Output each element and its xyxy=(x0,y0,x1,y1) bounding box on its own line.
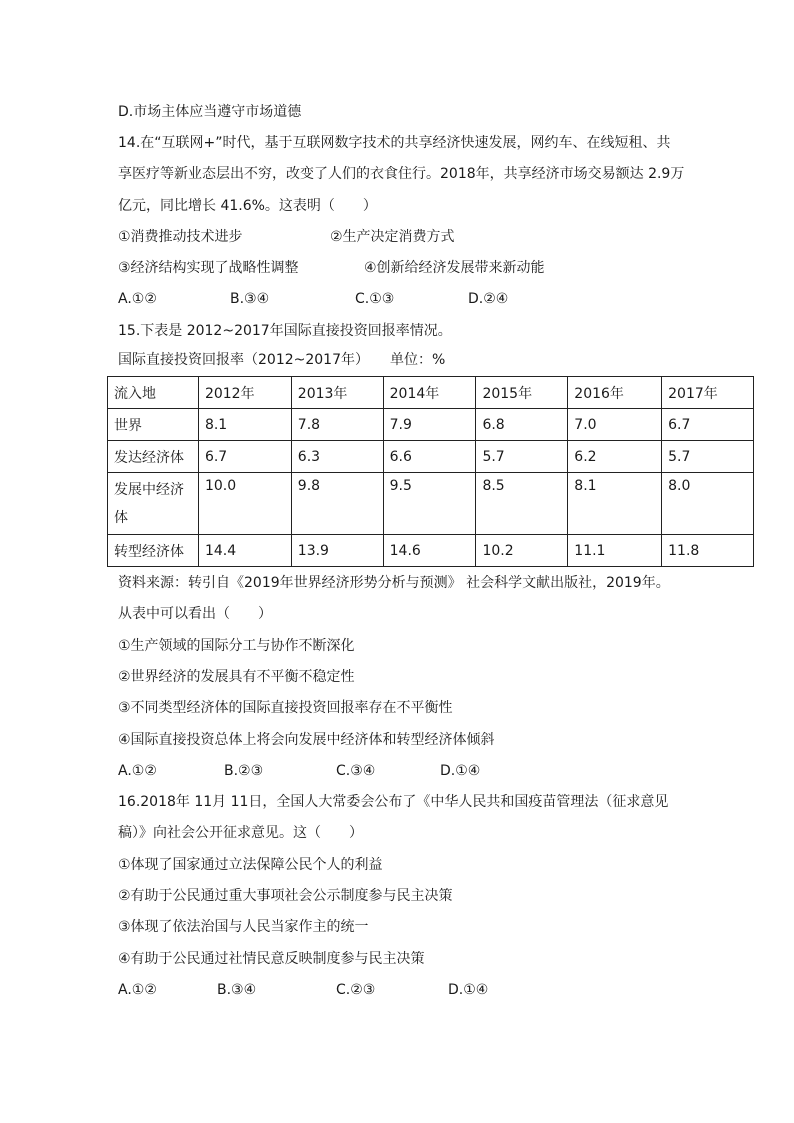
table-cell: 10.0 xyxy=(198,473,291,535)
q16-option-a: A.①② xyxy=(118,982,157,998)
table-header-cell: 流入地 xyxy=(108,377,199,409)
q14-stem-line-3: 亿元，同比增长 41.6%。这表明（ ） xyxy=(118,198,377,214)
q16-statement-4: ④有助于公民通过社情民意反映制度参与民主决策 xyxy=(118,951,425,967)
q14-statement-3: ③经济结构实现了战略性调整 xyxy=(118,260,299,276)
table-cell: 13.9 xyxy=(291,535,383,567)
q15-question: 从表中可以看出（ ） xyxy=(118,606,272,622)
table-row xyxy=(108,473,754,535)
table-cell: 8.5 xyxy=(476,473,568,535)
q13-option-d: D.市场主体应当遵守市场道德 xyxy=(118,104,302,120)
table-cell: 5.7 xyxy=(662,441,754,473)
q16-stem-line-1: 16.2018年 11月 11日，全国人大常委会公布了《中华人民共和国疫苗管理法（征求意见 xyxy=(118,794,669,810)
table-header-cell: 2015年 xyxy=(476,377,568,409)
q15-source-note: 资料来源：转引自《2019年世界经济形势分析与预测》 社会科学文献出版社，2019年。 xyxy=(118,575,670,591)
q15-stem: 15.下表是 2012~2017年国际直接投资回报率情况。 xyxy=(118,323,452,339)
q15-option-b: B.②③ xyxy=(224,763,264,779)
q14-option-d: D.②④ xyxy=(468,291,509,307)
table-row xyxy=(108,409,754,441)
table-header-cell: 2012年 xyxy=(198,377,291,409)
q14-stem-line-2: 享医疗等新业态层出不穷，改变了人们的衣食住行。2018年，共享经济市场交易额达 2.9万 xyxy=(118,166,685,182)
q15-statement-3: ③不同类型经济体的国际直接投资回报率存在不平衡性 xyxy=(118,700,453,716)
table-header-cell: 2014年 xyxy=(383,377,476,409)
q14-option-c: C.①③ xyxy=(355,291,395,307)
q14-stem-line-1: 14.在“互联网+”时代，基于互联网数字技术的共享经济快速发展，网约车、在线短租、共 xyxy=(118,135,671,151)
table-header-cell: 2017年 xyxy=(662,377,754,409)
table-cell: 14.4 xyxy=(198,535,291,567)
table-cell: 7.9 xyxy=(383,409,476,441)
table-row xyxy=(108,535,754,567)
q15-table-caption: 国际直接投资回报率（2012~2017年） 单位：% xyxy=(118,352,446,368)
q14-option-b: B.③④ xyxy=(230,291,270,307)
q15-statement-1: ①生产领域的国际分工与协作不断深化 xyxy=(118,638,355,654)
table-cell: 10.2 xyxy=(476,535,568,567)
table-cell: 8.1 xyxy=(198,409,291,441)
q16-option-b: B.③④ xyxy=(217,982,257,998)
q15-option-d: D.①④ xyxy=(440,763,481,779)
table-cell: 14.6 xyxy=(383,535,476,567)
table-cell: 6.7 xyxy=(198,441,291,473)
table-cell: 9.8 xyxy=(291,473,383,535)
q16-statement-3: ③体现了依法治国与人民当家作主的统一 xyxy=(118,919,369,935)
q15-statement-2: ②世界经济的发展具有不平衡不稳定性 xyxy=(118,669,355,685)
q14-statement-2: ②生产决定消费方式 xyxy=(330,229,455,245)
table-cell: 世界 xyxy=(108,409,199,441)
table-cell: 8.0 xyxy=(662,473,754,535)
table-cell: 5.7 xyxy=(476,441,568,473)
q15-option-c: C.③④ xyxy=(336,763,376,779)
table-cell: 8.1 xyxy=(568,473,662,535)
table-header-cell: 2016年 xyxy=(568,377,662,409)
table-row xyxy=(108,441,754,473)
q16-option-c: C.②③ xyxy=(336,982,376,998)
q15-option-a: A.①② xyxy=(118,763,157,779)
q14-statement-1: ①消费推动技术进步 xyxy=(118,229,243,245)
table-header-cell: 2013年 xyxy=(291,377,383,409)
table-cell: 转型经济体 xyxy=(108,535,199,567)
table-cell: 7.0 xyxy=(568,409,662,441)
table-cell: 7.8 xyxy=(291,409,383,441)
q16-option-d: D.①④ xyxy=(448,982,489,998)
table-cell: 11.1 xyxy=(568,535,662,567)
q16-statement-1: ①体现了国家通过立法保障公民个人的利益 xyxy=(118,857,383,873)
q15-statement-4: ④国际直接投资总体上将会向发展中经济体和转型经济体倾斜 xyxy=(118,732,495,748)
table-cell: 11.8 xyxy=(662,535,754,567)
table-cell: 9.5 xyxy=(383,473,476,535)
table-cell: 6.8 xyxy=(476,409,568,441)
q16-stem-line-2: 稿）》向社会公开征求意见。这（ ） xyxy=(118,825,363,841)
table-header-row xyxy=(108,377,754,409)
table-cell: 6.6 xyxy=(383,441,476,473)
q16-statement-2: ②有助于公民通过重大事项社会公示制度参与民主决策 xyxy=(118,888,453,904)
table-cell: 发达经济体 xyxy=(108,441,199,473)
q14-statement-4: ④创新给经济发展带来新动能 xyxy=(364,260,545,276)
table-cell: 6.2 xyxy=(568,441,662,473)
table-cell: 6.3 xyxy=(291,441,383,473)
q15-data-table xyxy=(107,376,754,567)
table-cell: 6.7 xyxy=(662,409,754,441)
q14-option-a: A.①② xyxy=(118,291,157,307)
table-cell: 发展中经济体 xyxy=(108,473,199,535)
